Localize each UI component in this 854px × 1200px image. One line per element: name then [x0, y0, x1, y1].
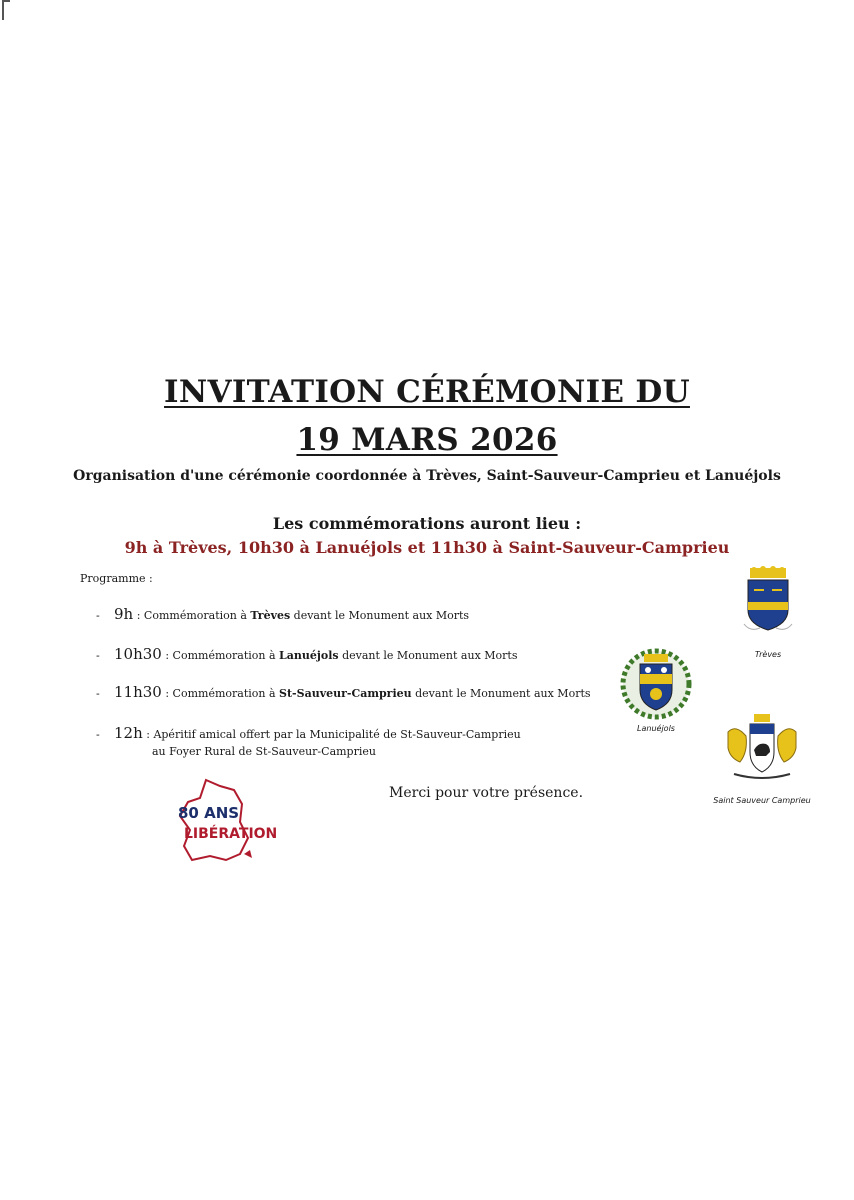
item-text: devant le Monument aux Morts — [411, 687, 591, 700]
item-text: devant le Monument aux Morts — [338, 649, 518, 662]
programme-item — [96, 724, 521, 742]
item-text: : Commémoration à — [161, 687, 280, 700]
saint-sauveur-crest-icon — [720, 712, 804, 784]
programme-item — [96, 645, 517, 663]
programme-label: Programme : — [80, 572, 153, 585]
bullet-dash: - — [96, 649, 100, 662]
item-time: 10h30 — [114, 645, 162, 663]
bullet-dash: - — [96, 609, 100, 622]
crest-caption-lanuejols: Lanuéjols — [637, 724, 675, 733]
scan-corner-mark — [2, 0, 10, 20]
item-text: : Commémoration à — [133, 609, 251, 622]
item-text: devant le Monument aux Morts — [290, 609, 470, 622]
item-time: 11h30 — [114, 683, 162, 701]
page-title-line2: 19 MARS 2026 — [296, 422, 558, 458]
programme-item — [96, 605, 469, 623]
bullet-dash: - — [96, 687, 100, 700]
programme-item-continuation: au Foyer Rural de St-Sauveur-Camprieu — [152, 745, 376, 758]
lanuejols-crest-icon — [620, 648, 692, 720]
treves-crest-icon — [740, 566, 796, 636]
item-time: 9h — [114, 605, 134, 623]
item-text: : Commémoration à — [161, 649, 280, 662]
crest-caption-saint-sauveur: Saint Sauveur Camprieu — [713, 796, 811, 805]
logo-line2: LIBÉRATION — [184, 826, 278, 842]
crest-caption-treves: Trèves — [754, 650, 782, 659]
logo-line1: 80 ANS — [178, 804, 240, 822]
times-summary: 9h à Trèves, 10h30 à Lanuéjols et 11h30 à Saint-Sauveur-Camprieu — [124, 538, 730, 557]
programme-item — [96, 683, 591, 701]
item-place: Lanuéjols — [279, 649, 339, 662]
page-title-line1: INVITATION CÉRÉMONIE DU — [164, 374, 690, 410]
bullet-dash: - — [96, 728, 100, 741]
thanks-text: Merci pour votre présence. — [389, 785, 584, 801]
subtitle: Organisation d'une cérémonie coordonnée à Trèves, Saint-Sauveur-Camprieu et Lanuéjols — [73, 468, 781, 484]
item-time: 12h — [114, 724, 143, 742]
item-text: : Apéritif amical offert par la Municipalité de St-Sauveur-Camprieu — [142, 728, 521, 741]
liberation-80-logo — [170, 776, 280, 866]
item-place: St-Sauveur-Camprieu — [279, 687, 412, 700]
item-place: Trèves — [250, 609, 291, 622]
lead-text: Les commémorations auront lieu : — [272, 514, 582, 533]
